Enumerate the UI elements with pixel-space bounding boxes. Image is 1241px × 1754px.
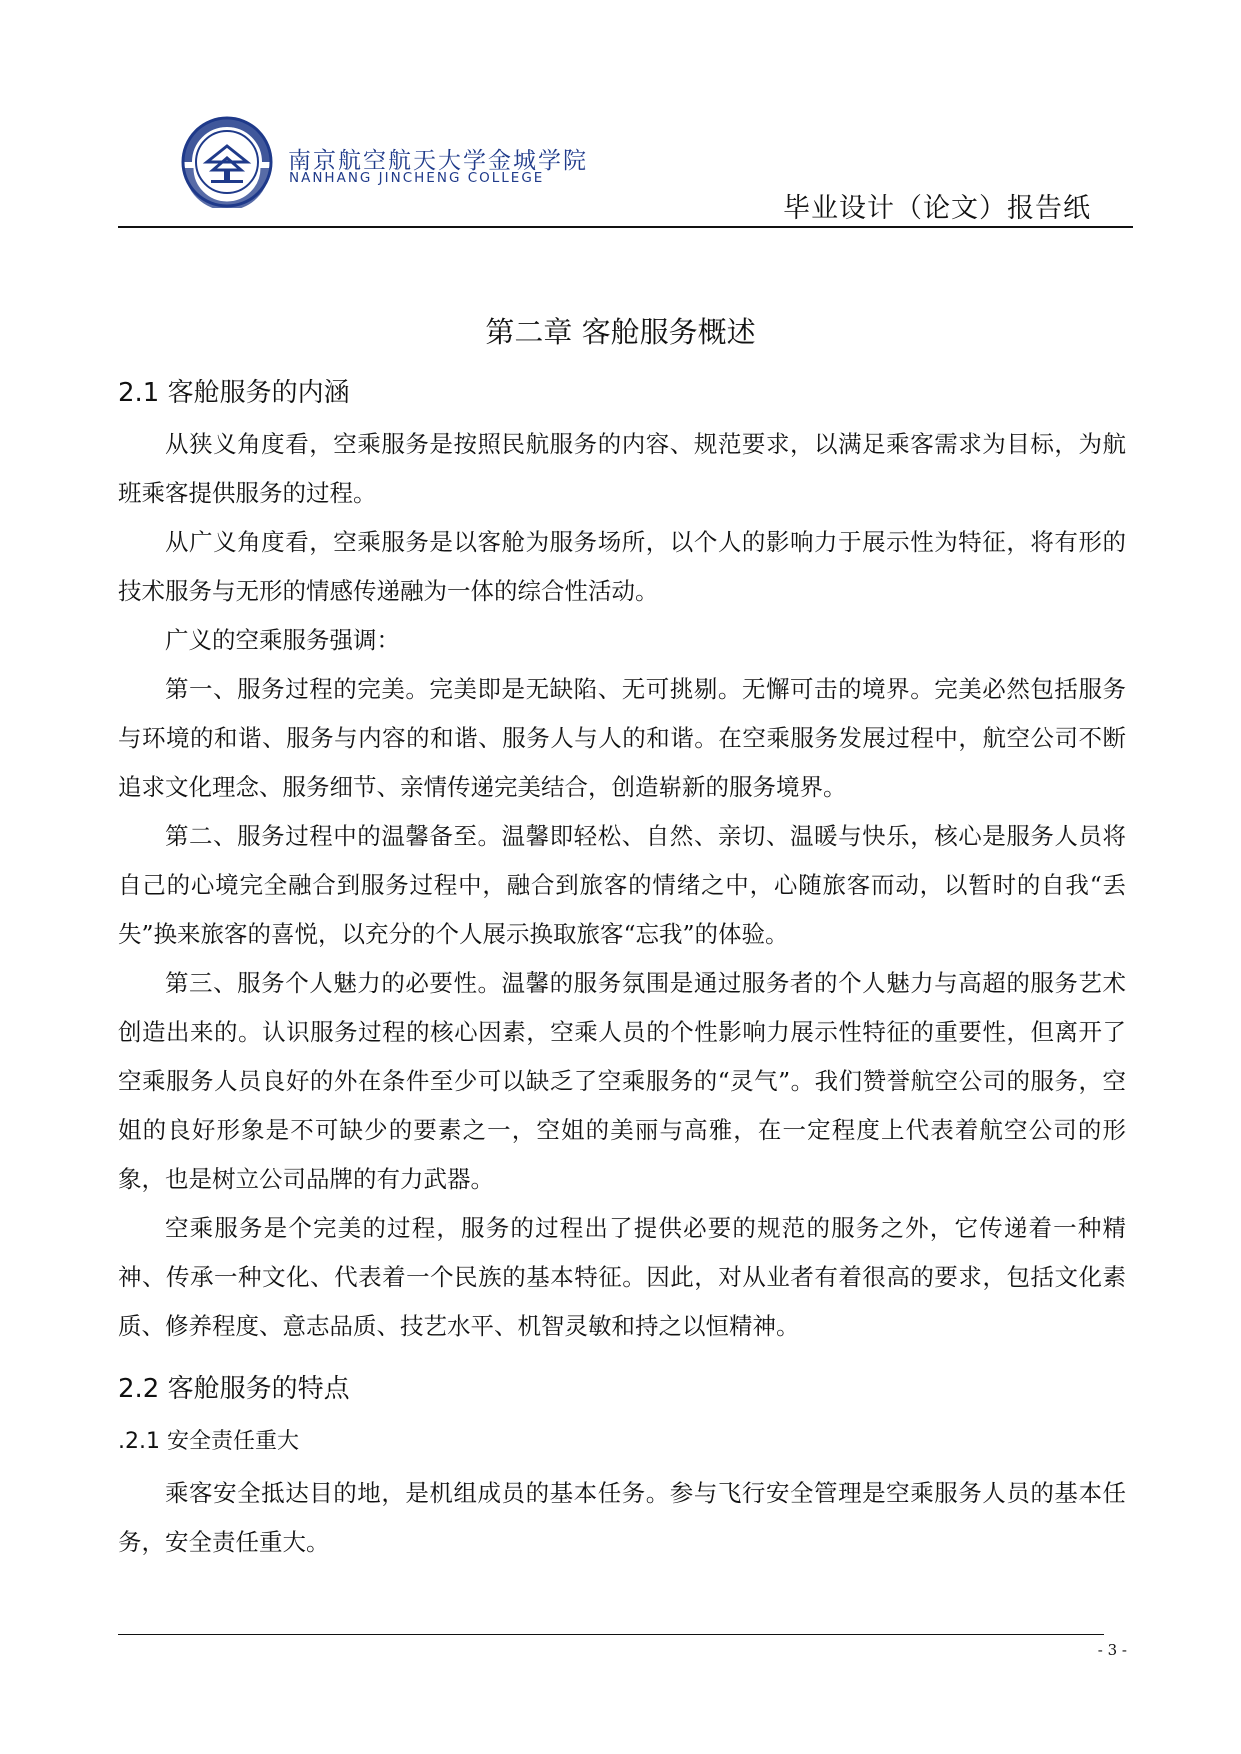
header-divider (118, 226, 1133, 228)
footer-divider (118, 1634, 1104, 1635)
section-title-2-1: 2.1 客舱服务的内涵 (118, 378, 350, 408)
paragraph: 广义的空乘服务强调： (165, 626, 400, 654)
college-seal-icon (181, 116, 273, 208)
college-name-en: NANHANG JINCHENG COLLEGE (289, 170, 545, 186)
paragraph: 乘客安全抵达目的地，是机组成员的基本任务。参与飞行安全管理是空乘服务人员的基本任务，安全责任重大。 (118, 1479, 1126, 1556)
report-label: 毕业设计（论文）报告纸 (783, 193, 1091, 224)
paragraph: 从狭义角度看，空乘服务是按照民航服务的内容、规范要求，以满足乘客需求为目标，为航班乘客提供服务的过程。 (118, 430, 1126, 507)
subsection-title-2-2-1: .2.1 安全责任重大 (118, 1429, 299, 1454)
page-number: - 3 - (1097, 1641, 1127, 1659)
paragraph: 空乘服务是个完美的过程，服务的过程出了提供必要的规范的服务之外，它传递着一种精神、传承一种文化、代表着一个民族的基本特征。因此，对从业者有着很高的要求，包括文化素质、修养程度、意志品质、技艺水平、机智灵敏和持之以恒精神。 (118, 1214, 1126, 1340)
paragraph: 第二、服务过程中的温馨备至。温馨即轻松、自然、亲切、温暖与快乐，核心是服务人员将自己的心境完全融合到服务过程中，融合到旅客的情绪之中，心随旅客而动，以暂时的自我“丢失”换来旅客的喜悦，以充分的个人展示换取旅客“忘我”的体验。 (118, 822, 1126, 948)
paragraph: 从广义角度看，空乘服务是以客舱为服务场所，以个人的影响力于展示性为特征，将有形的技术服务与无形的情感传递融为一体的综合性活动。 (118, 528, 1126, 605)
paragraph: 第一、服务过程的完美。完美即是无缺陷、无可挑剔。无懈可击的境界。完美必然包括服务与环境的和谐、服务与内容的和谐、服务人与人的和谐。在空乘服务发展过程中，航空公司不断追求文化理念、服务细节、亲情传递完美结合，创造崭新的服务境界。 (118, 675, 1126, 801)
college-name-cn: 南京航空航天大学金城学院 (288, 148, 588, 174)
paragraph: 第三、服务个人魅力的必要性。温馨的服务氛围是通过服务者的个人魅力与高超的服务艺术创造出来的。认识服务过程的核心因素，空乘人员的个性影响力展示性特征的重要性，但离开了空乘服务人员良好的外在条件至少可以缺乏了空乘服务的“灵气”。我们赞誉航空公司的服务，空姐的良好形象是不可缺少的要素之一，空姐的美丽与高雅，在一定程度上代表着航空公司的形象，也是树立公司品牌的有力武器。 (118, 969, 1126, 1193)
section-title-2-2: 2.2 客舱服务的特点 (118, 1374, 350, 1404)
chapter-title: 第二章 客舱服务概述 (485, 315, 756, 349)
